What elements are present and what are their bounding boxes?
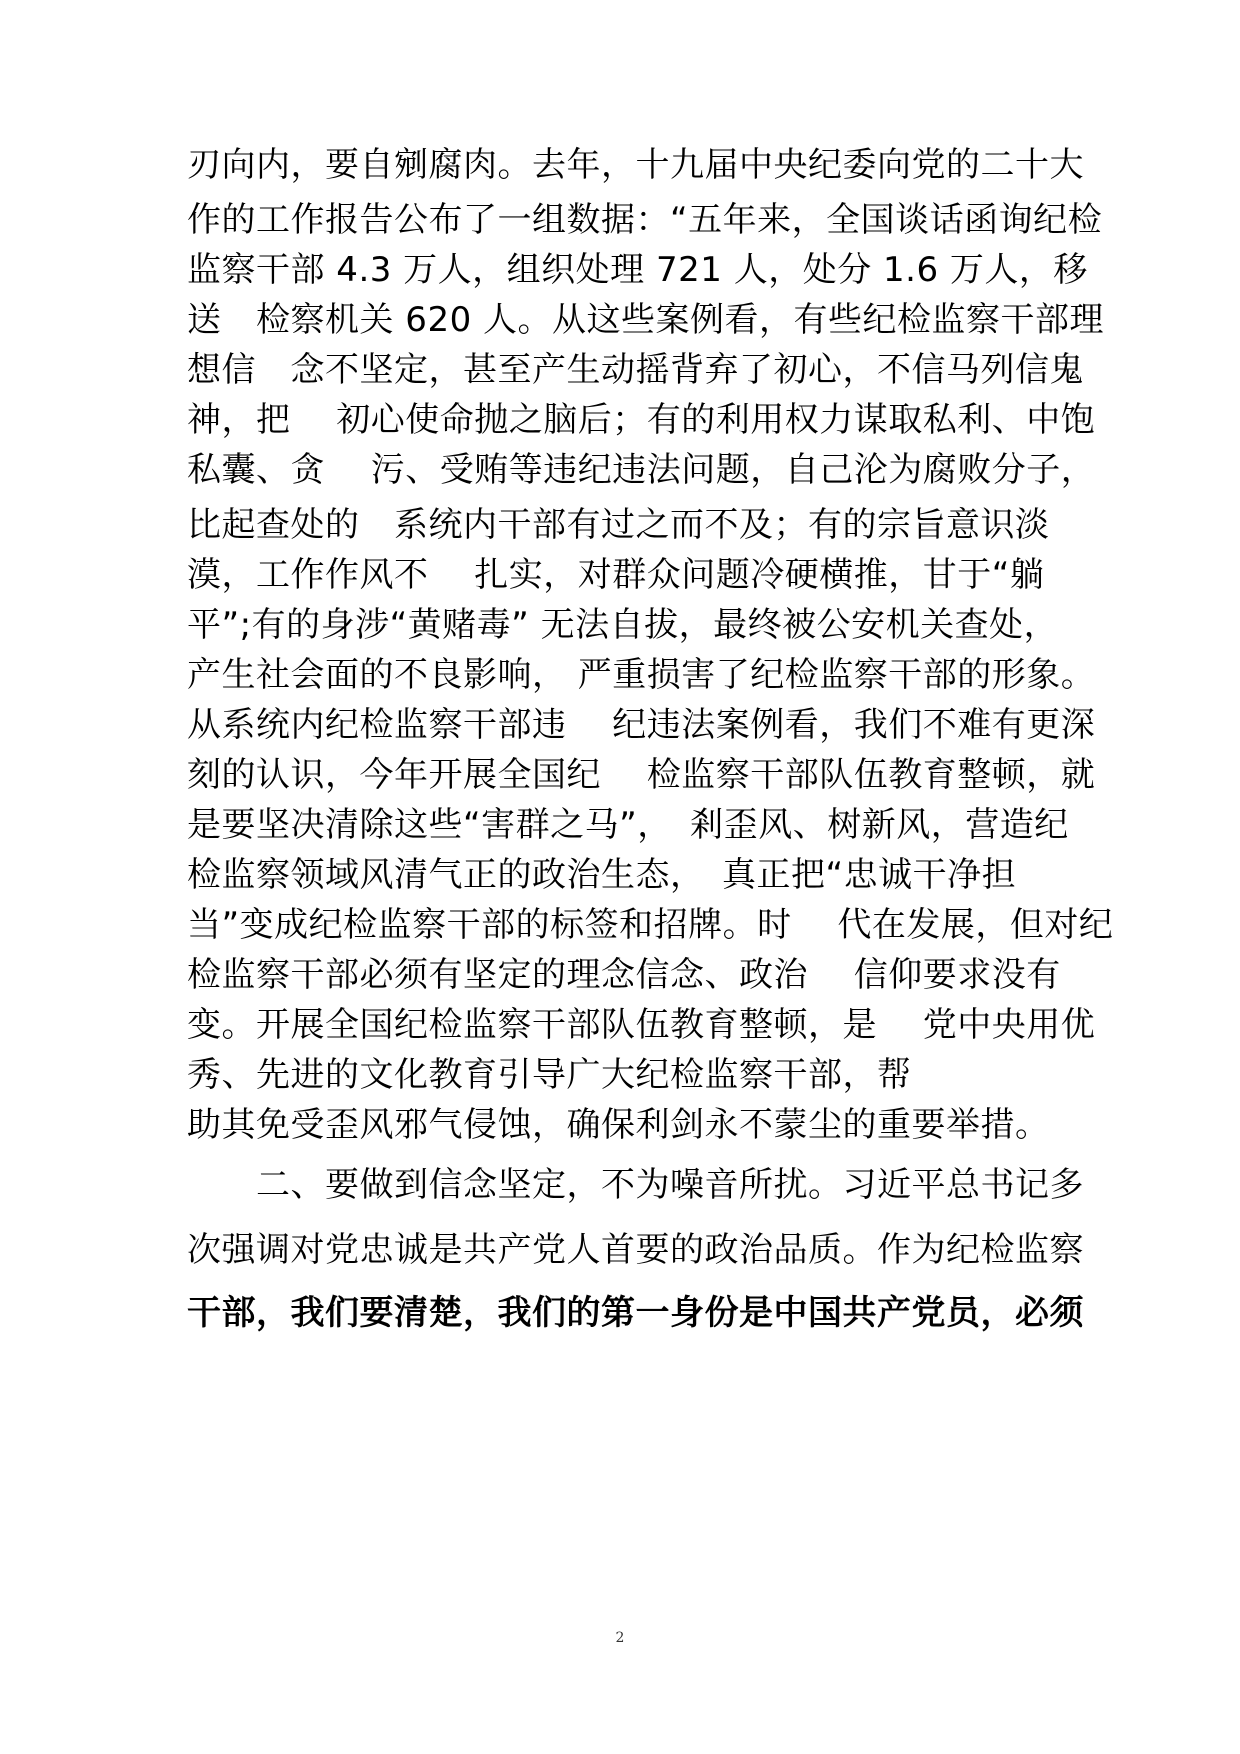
body-text-line: 平”;有的身涉“黄赌毒” 无法自拔，最终被公安机关查处，: [187, 605, 1059, 645]
body-text-line: 送 检察机关 620 人。从这些案例看，有些纪检监察干部理: [187, 300, 1105, 340]
body-text-line: 想信 念不坚定，甚至产生动摇背弃了初心，不信马列信鬼: [187, 350, 1084, 390]
body-text-line: 检监察领域风清气正的政治生态， 真正把“忠诚干净担: [187, 855, 1017, 895]
body-text-line: 漠，工作作风不 扎实，对群众问题冷硬横推，甘于“躺: [187, 555, 1045, 595]
body-text-line: 从系统内纪检监察干部违 纪违法案例看，我们不难有更深: [187, 705, 1096, 745]
body-text-line: 刻的认识，今年开展全国纪 检监察干部队伍教育整顿，就: [187, 755, 1096, 795]
body-text-line-bold: 干部，我们要清楚，我们的第一身份是中国共产党员，必须: [187, 1293, 1084, 1333]
body-text-line: 是要坚决清除这些“害群之马”， 剎歪风、树新风，营造纪: [187, 805, 1069, 845]
body-text-line: 次强调对党忠诚是共产党人首要的政治品质。作为纪检监察: [187, 1230, 1084, 1270]
section-heading-line: 二、要做到信念坚定，不为噪音所扰。习近平总书记多: [187, 1165, 1084, 1205]
body-text-line: 私囊、贪 污、受贿等违纪违法问题，自己沦为腐败分子，: [187, 450, 1096, 490]
body-text-line: 监察干部 4.3 万人，组织处理 721 人，处分 1.6 万人，移: [187, 250, 1088, 290]
body-text-line: 变。开展全国纪检监察干部队伍教育整顿，是 党中央用优: [187, 1005, 1096, 1045]
body-text-line: 当”变成纪检监察干部的标签和招牌。时 代在发展，但对纪: [187, 905, 1114, 945]
body-text-line: 刃向内，要自剜腐肉。去年，十九届中央纪委向党的二十大: [187, 145, 1084, 185]
body-text-line: 助其免受歪风邪气侵蚀，确保利剑永不蒙尘的重要举措。: [187, 1105, 1050, 1145]
body-text-line: 作的工作报告公布了一组数据：“五年来，全国谈话函询纪检: [187, 200, 1103, 240]
body-text-line: 产生社会面的不良影响， 严重损害了纪检监察干部的形象。: [187, 655, 1096, 695]
page-number: 2: [615, 1630, 625, 1646]
body-text-line: 比起查处的 系统内干部有过之而不及；有的宗旨意识淡: [187, 505, 1050, 545]
body-text-line: 神，把 初心使命抛之脑后；有的利用权力谋取私利、中饱: [187, 400, 1096, 440]
body-text-line: 秀、先进的文化教育引导广大纪检监察干部，帮: [187, 1055, 912, 1095]
body-text-line: 检监察干部必须有坚定的理念信念、政治 信仰要求没有: [187, 955, 1061, 995]
